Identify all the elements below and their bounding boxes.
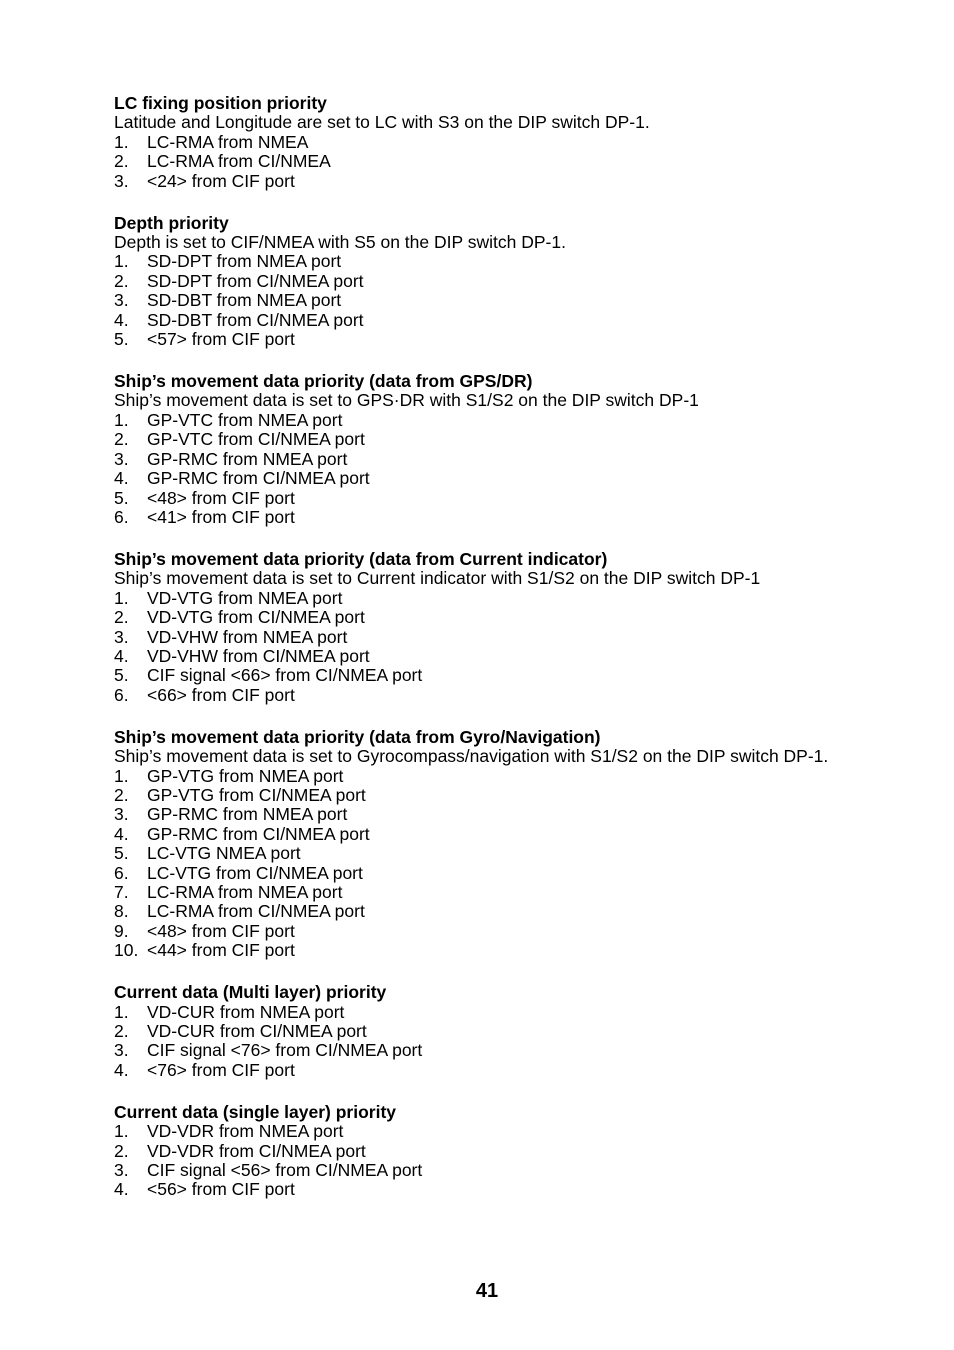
page-number: 41 [475, 1280, 499, 1302]
priority-list [114, 589, 834, 705]
list-item: 6. LC-VTG from CI/NMEA port [114, 862, 363, 883]
section-lc-fixing [114, 94, 834, 191]
section-heading: Current data (Multi layer) priority [114, 982, 387, 1003]
list-item: 1. SD-DPT from NMEA port [114, 251, 342, 272]
section-current-single-layer [114, 1103, 834, 1200]
section-current-indicator [114, 550, 834, 705]
section-gps-dr [114, 372, 834, 527]
list-item: 3. SD-DBT from NMEA port [114, 290, 342, 311]
list-item: 6. <41> from CIF port [114, 506, 295, 527]
list-item: 5. <57> from CIF port [114, 329, 295, 350]
section-gyro-navigation [114, 728, 834, 961]
list-item: 1. VD-CUR from NMEA port [114, 1001, 345, 1022]
list-item: 5. CIF signal <66> from CI/NMEA port [114, 665, 423, 686]
list-item: 3. <24> from CIF port [114, 170, 295, 191]
priority-list [114, 411, 834, 527]
section-description: Ship’s movement data is set to GPS·DR with S1/S2 on the DIP switch DP-1 [114, 390, 699, 411]
list-item: 5. <48> from CIF port [114, 487, 295, 508]
section-heading: Ship’s movement data priority (data from GPS/DR) [114, 371, 533, 392]
list-item: 4. GP-RMC from CI/NMEA port [114, 468, 370, 489]
section-description: Ship’s movement data is set to Gyrocompass/navigation with S1/S2 on the DIP switch DP-1. [114, 746, 829, 767]
priority-list [114, 252, 834, 349]
section-heading: LC fixing position priority [114, 93, 327, 113]
list-item: 1. GP-VTC from NMEA port [114, 409, 343, 430]
list-item: 8. LC-RMA from CI/NMEA port [114, 901, 365, 922]
section-heading: Current data (single layer) priority [114, 1101, 397, 1122]
list-item: 3. CIF signal <56> from CI/NMEA port [114, 1160, 423, 1181]
section-description: Latitude and Longitude are set to LC with S3 on the DIP switch DP-1. [114, 112, 650, 133]
section-heading: Ship’s movement data priority (data from Current indicator) [114, 548, 608, 569]
list-item: 7. LC-RMA from NMEA port [114, 882, 343, 902]
section-depth [114, 214, 834, 350]
priority-list [114, 1003, 834, 1081]
list-item: 10. <44> from CIF port [114, 940, 295, 961]
list-item: 4. GP-RMC from CI/NMEA port [114, 823, 370, 844]
list-item: 2. GP-VTG from CI/NMEA port [114, 784, 366, 805]
list-item: 9. <48> from CIF port [114, 920, 295, 941]
list-item: 4. <76> from CIF port [114, 1059, 295, 1080]
list-item: 4. SD-DBT from CI/NMEA port [114, 309, 364, 330]
list-item: 2. SD-DPT from CI/NMEA port [114, 270, 364, 291]
list-item: 2. LC-RMA from CI/NMEA [114, 151, 331, 172]
list-item: 4. <56> from CIF port [114, 1179, 295, 1200]
list-item: 2. VD-VTG from CI/NMEA port [114, 607, 365, 628]
section-heading: Ship’s movement data priority (data from Gyro/Navigation) [114, 726, 601, 747]
document-body [114, 94, 834, 1222]
list-item: 1. VD-VTG from NMEA port [114, 587, 343, 608]
list-item: 1. VD-VDR from NMEA port [114, 1121, 344, 1142]
list-item: 2. VD-CUR from CI/NMEA port [114, 1021, 367, 1042]
section-description: Ship’s movement data is set to Current indicator with S1/S2 on the DIP switch DP-1 [114, 568, 761, 589]
section-heading: Depth priority [114, 212, 229, 233]
list-item: 3. GP-RMC from NMEA port [114, 448, 348, 469]
list-item: 2. GP-VTC from CI/NMEA port [114, 429, 365, 450]
list-item: 5. LC-VTG NMEA port [114, 843, 301, 864]
list-item: 3. GP-RMC from NMEA port [114, 804, 348, 825]
list-item: 3. VD-VHW from NMEA port [114, 626, 348, 647]
priority-list [114, 1122, 834, 1200]
list-item: 3. CIF signal <76> from CI/NMEA port [114, 1040, 423, 1061]
priority-list [114, 767, 834, 961]
section-description: Depth is set to CIF/NMEA with S5 on the DIP switch DP-1. [114, 232, 566, 253]
list-item: 2. VD-VDR from CI/NMEA port [114, 1140, 366, 1161]
section-current-multi-layer [114, 983, 834, 1080]
list-item: 6. <66> from CIF port [114, 684, 295, 705]
list-item: 1. GP-VTG from NMEA port [114, 765, 344, 786]
priority-list [114, 133, 834, 191]
list-item: 1. LC-RMA from NMEA [114, 131, 309, 152]
list-item: 4. VD-VHW from CI/NMEA port [114, 645, 370, 666]
